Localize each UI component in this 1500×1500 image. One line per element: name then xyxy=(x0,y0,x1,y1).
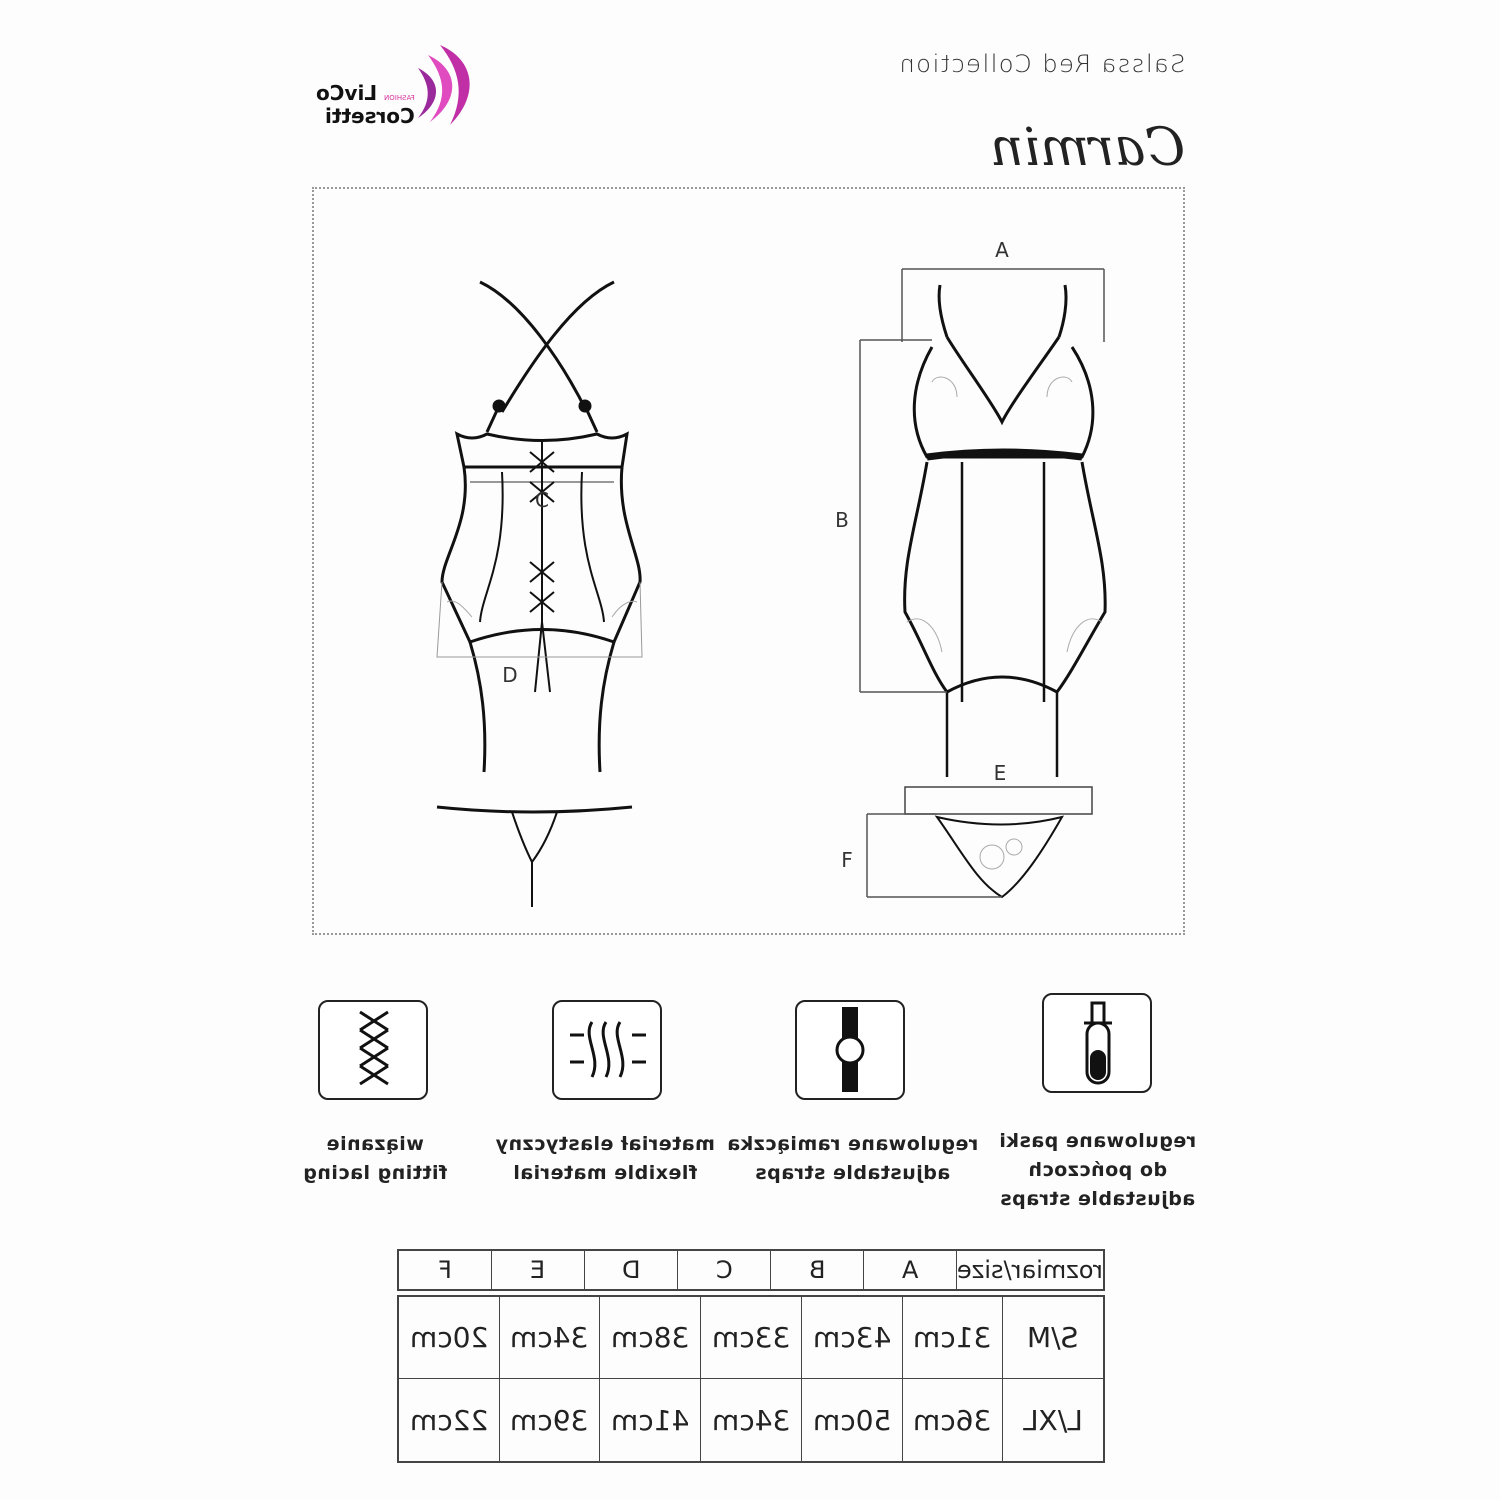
dim-label-e: E xyxy=(993,761,1007,785)
flexible-material-icon xyxy=(552,1000,662,1100)
front-thong xyxy=(905,787,1092,897)
table-row xyxy=(397,1379,1105,1463)
model-name: Carmin xyxy=(989,118,1185,178)
header-cell-d: D xyxy=(584,1251,677,1289)
table-cell: 22cm xyxy=(409,1403,488,1437)
table-cell: 36cm xyxy=(902,1379,1003,1461)
dim-label-b: B xyxy=(835,508,849,532)
header-cell-c: C xyxy=(677,1251,770,1289)
feature-label-straps: regulowane ramiączka adjustable straps xyxy=(726,1133,979,1184)
table-cell: 43cm xyxy=(801,1297,902,1378)
lacing-icon xyxy=(318,1000,428,1100)
back-straps xyxy=(480,282,614,432)
dimension-lines xyxy=(860,269,1104,897)
table-cell: 31cm xyxy=(902,1297,1003,1378)
logo-brand-bottom: Corsetti xyxy=(325,104,415,128)
table-cell: 50cm xyxy=(801,1379,902,1461)
table-cell: 41cm xyxy=(599,1379,700,1461)
size-table-header xyxy=(397,1249,1105,1291)
logo-brand-top: LivCo xyxy=(316,81,378,105)
technical-drawing-frame xyxy=(312,187,1185,935)
dim-label-f: F xyxy=(841,848,853,872)
header-cell-e: E xyxy=(491,1251,584,1289)
front-body xyxy=(905,285,1106,777)
back-body xyxy=(437,434,642,772)
header-cell-b: B xyxy=(770,1251,863,1289)
table-cell: 38cm xyxy=(599,1297,700,1378)
garter-clip-icon xyxy=(1042,993,1152,1093)
header-cell-size: rozmiar/size xyxy=(956,1251,1103,1289)
collection-title: Salssa Red Collection xyxy=(897,50,1185,78)
table-cell: 39cm xyxy=(499,1379,600,1461)
logo-brand-sub: FASHION xyxy=(384,94,415,102)
table-row xyxy=(397,1295,1105,1379)
feature-label-garter: regulowane paski do pończoch adjustable straps xyxy=(998,1130,1197,1210)
brand-logo xyxy=(300,40,485,130)
feature-label-flexible: materiał elastyczny flexible material xyxy=(495,1133,715,1184)
table-cell: L/XL xyxy=(1002,1379,1103,1461)
dim-label-d: D xyxy=(502,663,518,687)
header-cell-a: A xyxy=(863,1251,956,1289)
header-cell-f: F xyxy=(438,1256,452,1284)
table-cell: 34cm xyxy=(499,1297,600,1378)
back-thong xyxy=(437,807,632,907)
dim-label-a: A xyxy=(995,238,1009,262)
dim-label-c: C xyxy=(535,488,549,512)
garment-drawing xyxy=(314,189,1187,937)
table-cell: S/M xyxy=(1002,1297,1103,1378)
adjustable-strap-icon xyxy=(795,1000,905,1100)
table-cell: 33cm xyxy=(700,1297,801,1378)
table-cell: 20cm xyxy=(409,1321,488,1354)
table-cell: 34cm xyxy=(700,1379,801,1461)
feature-label-lacing: wiązanie fitting lacing xyxy=(302,1133,448,1184)
